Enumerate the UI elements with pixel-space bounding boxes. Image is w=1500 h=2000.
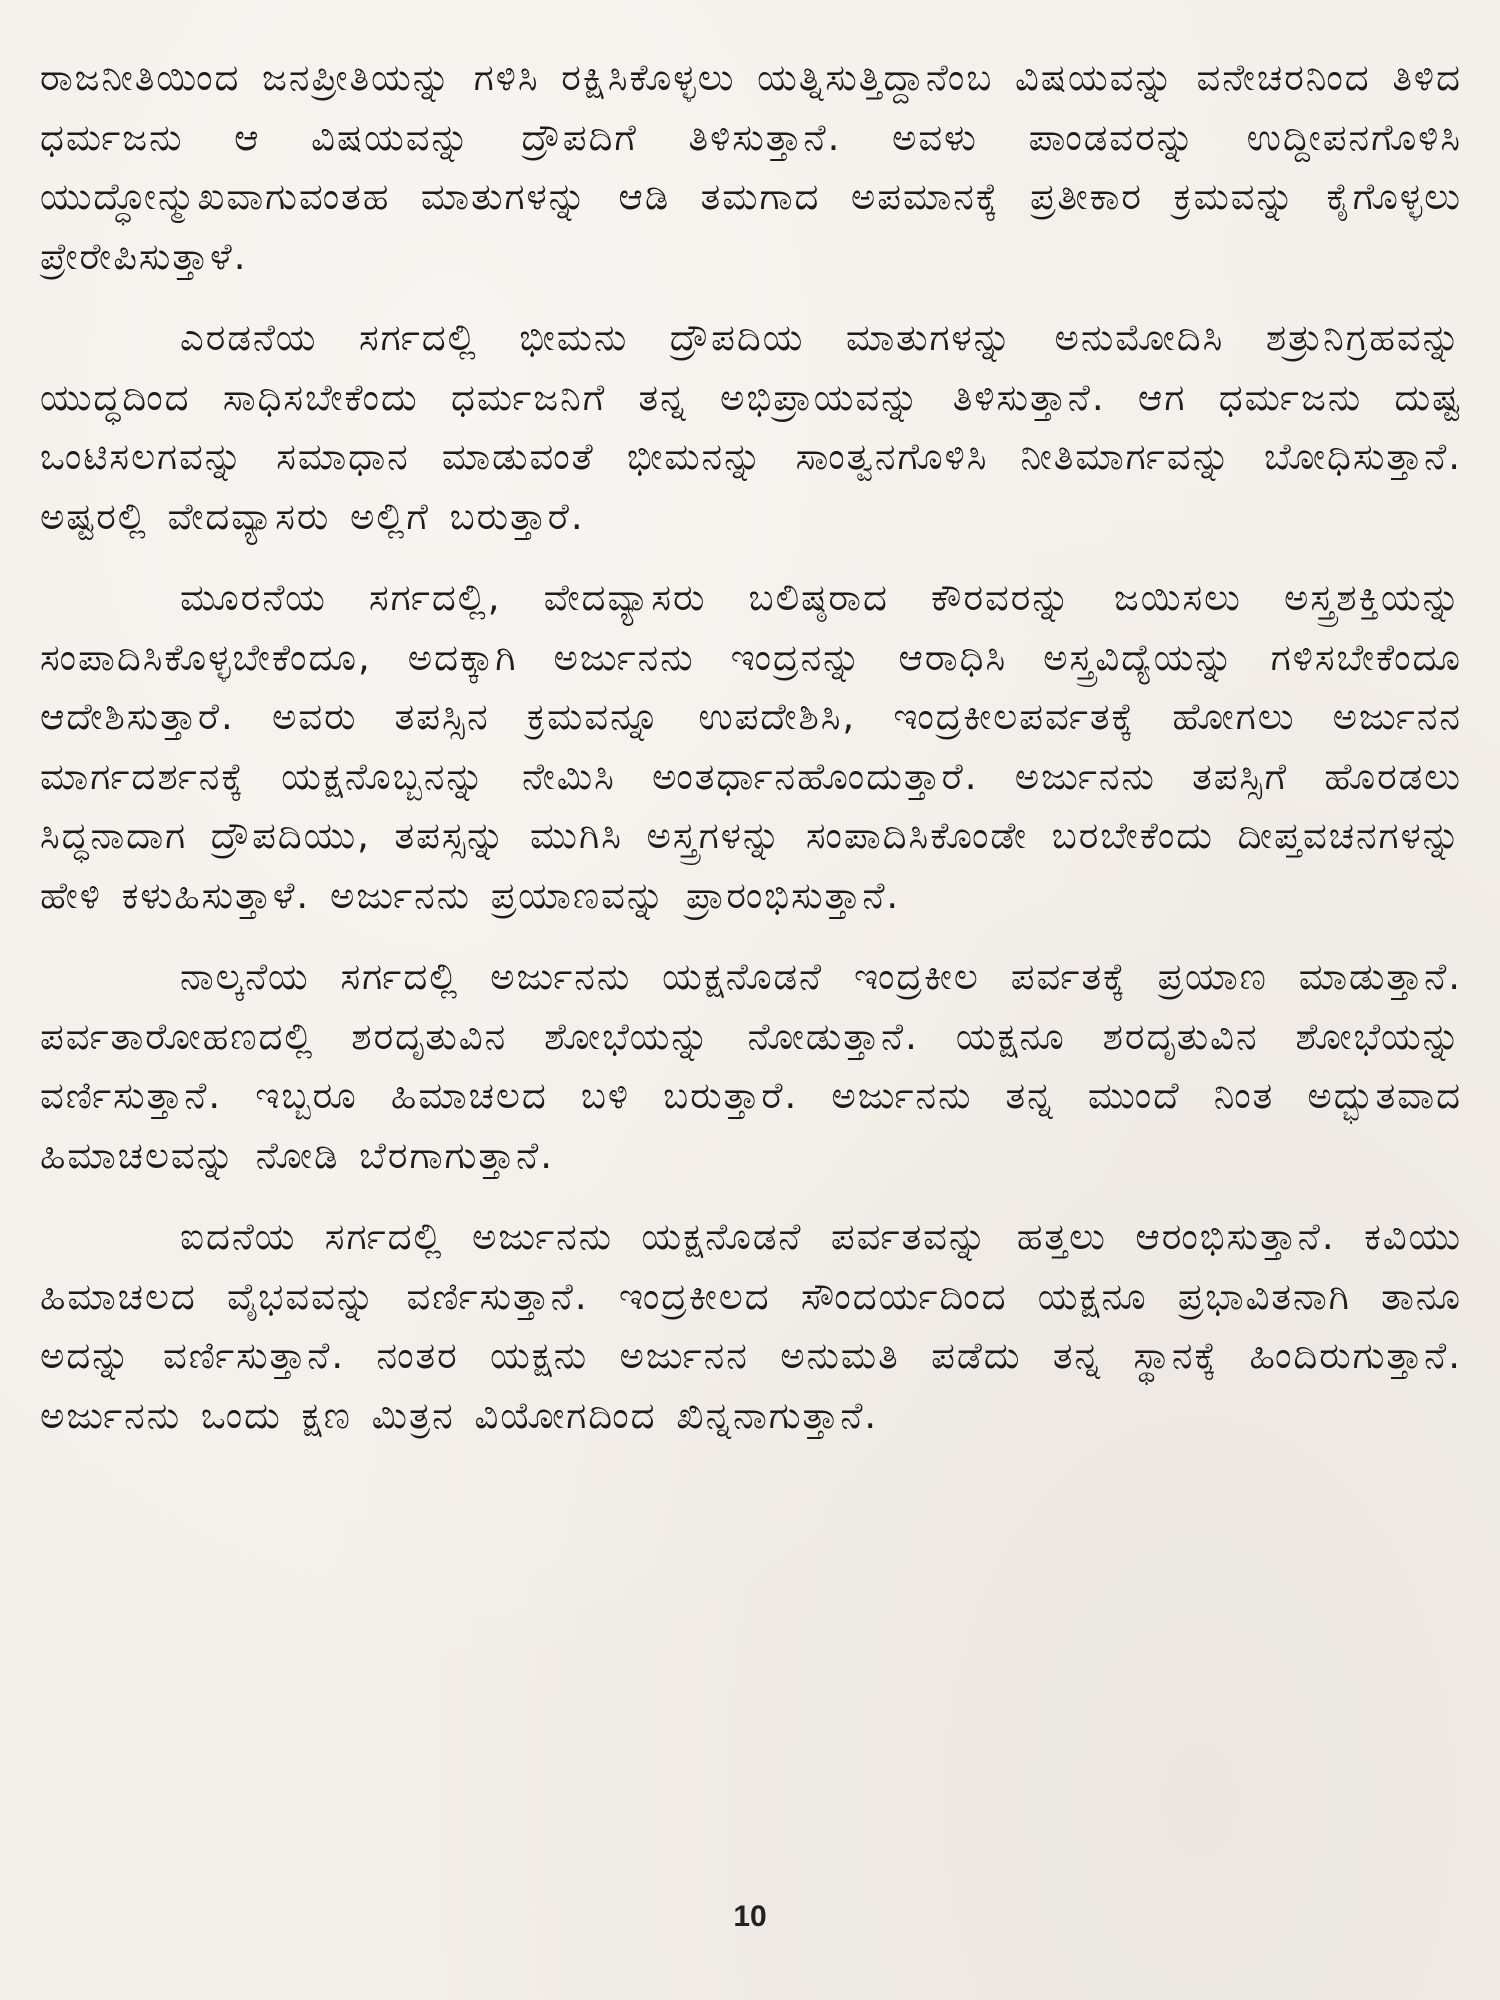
paragraph-3: ಮೂರನೆಯ ಸರ್ಗದಲ್ಲಿ, ವೇದವ್ಯಾಸರು ಬಲಿಷ್ಠರಾದ ಕೌರವರನ್ನು ಜಯಿಸಲು ಅಸ್ತ್ರಶಕ್ತಿಯನ್ನು ಸಂಪಾದಿಸಿಕೊಳ್ಳಬೇಕೆಂದೂ, ಅದಕ್ಕಾಗಿ ಅರ್ಜುನನು ಇಂದ್ರನನ್ನು ಆರಾಧಿಸಿ ಅಸ್ತ್ರವಿದ್ಯೆಯನ್ನು ಗಳಿಸಬೇಕೆಂದೂ ಆದೇಶಿಸುತ್ತಾರೆ. ಅವರು ತಪಸ್ಸಿನ ಕ್ರಮವನ್ನೂ ಉಪದೇಶಿಸಿ, ಇಂದ್ರಕೀಲಪರ್ವತಕ್ಕೆ ಹೋಗಲು ಅರ್ಜುನನ ಮಾರ್ಗದರ್ಶನಕ್ಕೆ ಯಕ್ಷನೊಬ್ಬನನ್ನು ನೇಮಿಸಿ ಅಂತರ್ಧಾನಹೊಂದುತ್ತಾರೆ. ಅರ್ಜುನನು ತಪಸ್ಸಿಗೆ ಹೊರಡಲು ಸಿದ್ಧನಾದಾಗ ದ್ರೌಪದಿಯು, ತಪಸ್ಸನ್ನು ಮುಗಿಸಿ ಅಸ್ತ್ರಗಳನ್ನು ಸಂಪಾದಿಸಿಕೊಂಡೇ ಬರಬೇಕೆಂದು ದೀಪ್ತವಚನಗಳನ್ನು ಹೇಳಿ ಕಳುಹಿಸುತ್ತಾಳೆ. ಅರ್ಜುನನು ಪ್ರಯಾಣವನ್ನು ಪ್ರಾರಂಭಿಸುತ್ತಾನೆ. bbox=[40, 576, 1462, 917]
page-number: 10 bbox=[733, 1900, 767, 1933]
body-text bbox=[40, 48, 1462, 1467]
paragraph-4: ನಾಲ್ಕನೆಯ ಸರ್ಗದಲ್ಲಿ ಅರ್ಜುನನು ಯಕ್ಷನೊಡನೆ ಇಂದ್ರಕೀಲ ಪರ್ವತಕ್ಕೆ ಪ್ರಯಾಣ ಮಾಡುತ್ತಾನೆ. ಪರ್ವತಾರೋಹಣದಲ್ಲಿ ಶರದೃತುವಿನ ಶೋಭೆಯನ್ನು ನೋಡುತ್ತಾನೆ. ಯಕ್ಷನೂ ಶರದೃತುವಿನ ಶೋಭೆಯನ್ನು ವರ್ಣಿಸುತ್ತಾನೆ. ಇಬ್ಬರೂ ಹಿಮಾಚಲದ ಬಳಿ ಬರುತ್ತಾರೆ. ಅರ್ಜುನನು ತನ್ನ ಮುಂದೆ ನಿಂತ ಅದ್ಭುತವಾದ ಹಿಮಾಚಲವನ್ನು ನೋಡಿ ಬೆರಗಾಗುತ್ತಾನೆ. bbox=[40, 955, 1462, 1177]
paragraph-2: ಎರಡನೆಯ ಸರ್ಗದಲ್ಲಿ ಭೀಮನು ದ್ರೌಪದಿಯ ಮಾತುಗಳನ್ನು ಅನುಮೋದಿಸಿ ಶತ್ರುನಿಗ್ರಹವನ್ನು ಯುದ್ಧದಿಂದ ಸಾಧಿಸಬೇಕೆಂದು ಧರ್ಮಜನಿಗೆ ತನ್ನ ಅಭಿಪ್ರಾಯವನ್ನು ತಿಳಿಸುತ್ತಾನೆ. ಆಗ ಧರ್ಮಜನು ದುಷ್ಟ ಒಂಟಿಸಲಗವನ್ನು ಸಮಾಧಾನ ಮಾಡುವಂತೆ ಭೀಮನನ್ನು ಸಾಂತ್ವನಗೊಳಿಸಿ ನೀತಿಮಾರ್ಗವನ್ನು ಬೋಧಿಸುತ್ತಾನೆ. ಅಷ್ಟರಲ್ಲಿ ವೇದವ್ಯಾಸರು ಅಲ್ಲಿಗೆ ಬರುತ್ತಾರೆ. bbox=[40, 316, 1462, 538]
paragraph-5: ಐದನೆಯ ಸರ್ಗದಲ್ಲಿ ಅರ್ಜುನನು ಯಕ್ಷನೊಡನೆ ಪರ್ವತವನ್ನು ಹತ್ತಲು ಆರಂಭಿಸುತ್ತಾನೆ. ಕವಿಯು ಹಿಮಾಚಲದ ವೈಭವವನ್ನು ವರ್ಣಿಸುತ್ತಾನೆ. ಇಂದ್ರಕೀಲದ ಸೌಂದರ್ಯದಿಂದ ಯಕ್ಷನೂ ಪ್ರಭಾವಿತನಾಗಿ ತಾನೂ ಅದನ್ನು ವರ್ಣಿಸುತ್ತಾನೆ. ನಂತರ ಯಕ್ಷನು ಅರ್ಜುನನ ಅನುಮತಿ ಪಡೆದು ತನ್ನ ಸ್ಥಾನಕ್ಕೆ ಹಿಂದಿರುಗುತ್ತಾನೆ. ಅರ್ಜುನನು ಒಂದು ಕ್ಷಣ ಮಿತ್ರನ ವಿಯೋಗದಿಂದ ಖಿನ್ನನಾಗುತ್ತಾನೆ. bbox=[40, 1215, 1462, 1437]
paragraph-1: ರಾಜನೀತಿಯಿಂದ ಜನಪ್ರೀತಿಯನ್ನು ಗಳಿಸಿ ರಕ್ಷಿಸಿಕೊಳ್ಳಲು ಯತ್ನಿಸುತ್ತಿದ್ದಾನೆಂಬ ವಿಷಯವನ್ನು ವನೇಚರನಿಂದ ತಿಳಿದ ಧರ್ಮಜನು ಆ ವಿಷಯವನ್ನು ದ್ರೌಪದಿಗೆ ತಿಳಿಸುತ್ತಾನೆ. ಅವಳು ಪಾಂಡವರನ್ನು ಉದ್ದೀಪನಗೊಳಿಸಿ ಯುದ್ಧೋನ್ಮುಖವಾಗುವಂತಹ ಮಾತುಗಳನ್ನು ಆಡಿ ತಮಗಾದ ಅಪಮಾನಕ್ಕೆ ಪ್ರತೀಕಾರ ಕ್ರಮವನ್ನು ಕೈಗೊಳ್ಳಲು ಪ್ರೇರೇಪಿಸುತ್ತಾಳೆ. bbox=[40, 56, 1462, 278]
